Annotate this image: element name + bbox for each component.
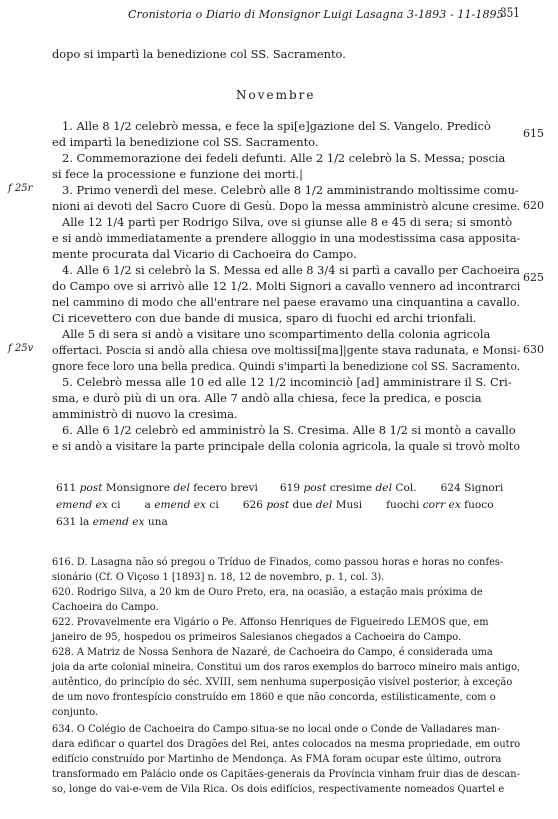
footnote-line: conjunto. [52, 707, 99, 718]
footnote-line: so, longe do vai-e-vem de Vila Rica. Os dois edifícios, respectivamente nomeados Quartel e [52, 784, 505, 795]
apparatus-line-1: 611 post Monsignore del fecero brevi 619 post cresime del Col. 624 Signori [56, 482, 504, 494]
footnote-line: 634. O Colégio de Cachoeira do Campo situa-se no local onde o Conde de Valladares man- [52, 724, 501, 735]
folio-note: f 25r [8, 183, 33, 194]
footnote-line: 622. Provavelmente era Vigário o Pe. Affonso Henriques de Figueiredo LEMOS que, em [52, 617, 489, 628]
apparatus-line-2: emend ex ci a emend ex ci 626 post due del Musi fuochi corr ex fuoco [56, 499, 494, 511]
line-number: 615 [523, 127, 544, 140]
footnote-line: dara edificar o quartel dos Dragões del Rei, antes colocados na mesma propriedade, em outro [52, 739, 521, 750]
text-line: Alle 5 di sera si andò a visitare uno scompartimento della colonia agricola [62, 327, 491, 341]
footnote-line: de um novo frontespício construído em 1860 e que não concorda, estilisticamente, com o [52, 692, 496, 703]
text-line: ed impartì la benedizione col SS. Sacramento. [52, 135, 319, 149]
line-number: 620 [523, 199, 544, 212]
footnote-line: 628. A Matriz de Nossa Senhora de Nazaré, de Cachoeira do Campo, é considerada uma [52, 647, 493, 658]
text-line: e si andò immediatamente a prendere alloggio in una modestissima casa apposita- [52, 231, 521, 245]
text-line: 2. Commemorazione dei fedeli defunti. Alle 2 1/2 celebrò la S. Messa; poscia [62, 151, 506, 165]
apparatus-line-3: 631 la emend ex una [56, 516, 168, 528]
text-line: nel cammino di modo che all'entrare nel paese eravamo una cinquantina a cavallo. [52, 295, 520, 309]
footnote-line: joia da arte colonial mineira. Constitui um dos raros exemplos do barroco mineiro mais antigo, [52, 662, 521, 673]
footnote-line: 620. Rodrigo Silva, a 20 km de Ouro Preto, era, na ocasião, a estação mais próxima de [52, 587, 483, 598]
text-line: 5. Celebrò messa alle 10 ed alle 12 1/2 incominciò [ad] amministrare il S. Cri- [62, 375, 512, 389]
text-line: Alle 12 1/4 partì per Rodrigo Silva, ove si giunse alle 8 e 45 di sera; si smontò [62, 215, 513, 229]
text-line: nioni ai devoti del Sacro Cuore di Gesù. Dopo la messa amministrò alcune cresime. [52, 199, 521, 213]
text-line: 1. Alle 8 1/2 celebrò messa, e fece la spi[e]gazione del S. Vangelo. Predicò [62, 119, 491, 133]
footnote-line: 616. D. Lasagna não só pregou o Tríduo de Finados, como passou horas e horas no confes- [52, 557, 504, 568]
footnote-line: Cachoeira do Campo. [52, 602, 159, 613]
folio-note: f 25v [8, 343, 34, 354]
text-line: do Campo ove si arrivò alle 12 1/2. Molti Signori a cavallo vennero ad incontrarci [52, 279, 521, 293]
page-number: 351 [500, 6, 520, 21]
text-line: sma, e durò più di un ora. Alle 7 andò alla chiesa, fece la predica, e poscia [52, 391, 482, 405]
footnote-line: transformado em Palácio onde os Capitães-generais da Província vinham fruir dias de descan- [52, 769, 520, 780]
text-line: si fece la processione e funzione dei morti.| [52, 167, 303, 181]
line-number: 630 [523, 343, 544, 356]
text-line: Ci ricevettero con due bande di musica, sparo di fuochi ed archi trionfali. [52, 311, 477, 325]
text-line: mente procurata dal Vicario di Cachoeira do Campo. [52, 247, 357, 261]
section-title: Novembre [236, 88, 316, 102]
text-line: 6. Alle 6 1/2 celebrò ed amministrò la S. Cresima. Alle 8 1/2 si montò a cavallo [62, 423, 516, 437]
text-line: gnore fece loro una bella predica. Quindi s'impartì la benedizione col SS. Sacramento. [52, 359, 521, 373]
running-title: Cronistoria o Diario di Monsignor Luigi Lasagna 3-1893 - 11-1895 [128, 8, 504, 21]
footnote-line: autêntico, do princípio do séc. XVIII, sem nenhuma superposição visível posterior, à exceção [52, 677, 513, 688]
footnote-line: janeiro de 95, hospedou os primeiros Salesianos chegados a Cachoeira do Campo. [52, 632, 462, 643]
line-number: 625 [523, 271, 544, 284]
footnote-line: sionário (Cf. O Viçoso 1 [1893] n. 18, 12 de novembro, p. 1, col. 3). [52, 572, 385, 583]
text-line: offertaci. Poscia si andò alla chiesa ove moltissi[ma]|gente stava radunata, e Monsi- [52, 343, 521, 357]
text-line: amministrò di nuovo la cresima. [52, 407, 238, 421]
text-line: 3. Primo venerdì del mese. Celebrò alle 8 1/2 amministrando moltissime comu- [62, 183, 519, 197]
footnote-line: edifício construído por Martinho de Mendonça. As FMA foram ocupar este último, outrora [52, 754, 502, 765]
text-line: 4. Alle 6 1/2 si celebrò la S. Messa ed alle 8 3/4 si partì a cavallo per Cachoeira [62, 263, 520, 277]
intro-line: dopo si impartì la benedizione col SS. Sacramento. [52, 47, 346, 61]
text-line: e si andò a visitare la parte principale della colonia agricola, la quale si trovò molto [52, 439, 520, 453]
